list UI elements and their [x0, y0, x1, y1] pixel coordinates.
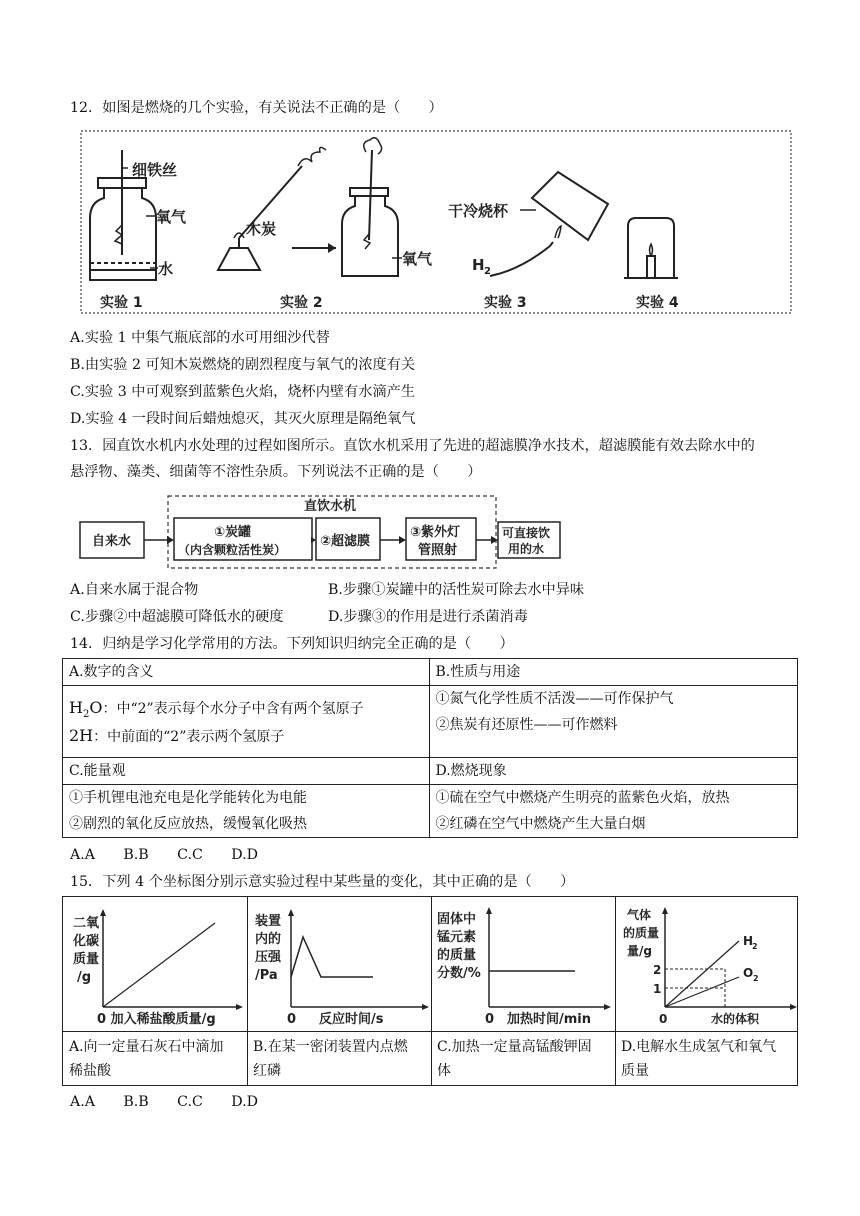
q13-option-b[interactable]: B.步骤①炭罐中的活性炭可除去水中异味	[328, 582, 585, 598]
svg-text:管照射: 管照射	[418, 543, 458, 558]
q15-caption-d: D.电解水生成氢气和氧气 质量	[621, 1039, 777, 1079]
svg-text:自来水: 自来水	[92, 534, 132, 549]
svg-text:H: H	[743, 934, 754, 948]
svg-text:①炭罐: ①炭罐	[214, 525, 252, 540]
svg-text:木炭: 木炭	[246, 220, 277, 238]
q12-figure	[80, 130, 792, 316]
q14-answer-choices[interactable]: A.A B.B C.C D.D	[70, 847, 258, 863]
experiment-3-beaker	[490, 172, 608, 276]
q13-stem-line2: 悬浮物、藻类、细菌等不溶性杂质。下列说法不正确的是（ ）	[70, 464, 482, 480]
svg-text:2: 2	[753, 974, 759, 983]
q15-caption-c: C.加热一定量高锰酸钾固 体	[437, 1039, 592, 1079]
q14-cell-b-head: B.性质与用途	[429, 659, 798, 686]
svg-text:可直接饮: 可直接饮	[502, 526, 551, 540]
svg-text:固体中: 固体中	[437, 912, 477, 927]
svg-text:用的水: 用的水	[508, 542, 545, 556]
svg-text:2: 2	[653, 963, 662, 977]
svg-text:的质量: 的质量	[437, 948, 477, 963]
svg-text:0: 0	[485, 1012, 495, 1027]
svg-text:0: 0	[287, 1012, 297, 1027]
q15-caption-b: B.在某一密闭装置内点燃 红磷	[253, 1039, 408, 1079]
q12-option-d[interactable]: D.实验 4 一段时间后蜡烛熄灭，其灭火原理是隔绝氧气	[70, 411, 416, 427]
2h-formula: 2H	[69, 726, 94, 745]
q14-cell-b-body: ①氮气化学性质不活泼——可作保护气 ②焦炭有还原性——可作燃料	[429, 686, 798, 758]
svg-text:的质量: 的质量	[623, 926, 660, 940]
svg-text:/g: /g	[77, 970, 92, 985]
caption-exp3: 实验 3	[484, 295, 527, 311]
q12-stem: 12．如图是燃烧的几个实验，有关说法不正确的是（ ）	[70, 100, 443, 116]
svg-text:质量: 质量	[73, 952, 100, 967]
experiment-4-candle	[624, 218, 678, 278]
q13-stem-line1: 13．园直饮水机内水处理的过程如图所示。直饮水机采用了先进的超滤膜净水技术，超滤膜能有效去除水中的	[70, 438, 755, 454]
graph-d	[615, 897, 799, 1031]
q14-stem: 14．归纳是学习化学常用的方法。下列知识归纳完全正确的是（ ）	[70, 636, 514, 652]
svg-text:内的: 内的	[255, 932, 282, 947]
svg-text:压强: 压强	[255, 950, 282, 965]
svg-text:②超滤膜: ②超滤膜	[320, 534, 371, 549]
graph-a	[63, 897, 247, 1031]
svg-text:/Pa: /Pa	[255, 968, 278, 983]
q15-answer-choices[interactable]: A.A B.B C.C D.D	[70, 1094, 258, 1110]
svg-text:细铁丝: 细铁丝	[132, 161, 178, 179]
svg-text:装置: 装置	[255, 914, 282, 929]
q13-option-c[interactable]: C.步骤②中超滤膜可降低水的硬度	[70, 609, 284, 625]
q13-flow-diagram	[78, 492, 563, 572]
q14-cell-d-head: D.燃烧现象	[429, 758, 798, 785]
caption-exp1: 实验 1	[100, 295, 143, 311]
svg-text:（内含颗粒活性炭）: （内含颗粒活性炭）	[178, 543, 287, 557]
svg-text:二氧: 二氧	[73, 916, 100, 931]
svg-text:0: 0	[659, 1012, 668, 1026]
q13-option-a[interactable]: A.自来水属于混合物	[70, 582, 199, 598]
caption-exp4: 实验 4	[636, 295, 679, 311]
caption-exp2: 实验 2	[280, 295, 323, 311]
svg-text:分数/%: 分数/%	[437, 966, 481, 981]
svg-text:H: H	[472, 256, 485, 274]
q14-cell-d-body: ①硫在空气中燃烧产生明亮的蓝紫色火焰，放热 ②红磷在空气中燃烧产生大量白烟	[429, 785, 798, 838]
svg-text:干冷烧杯: 干冷烧杯	[448, 202, 509, 220]
experiment-2-jar	[342, 138, 398, 276]
svg-text:O: O	[743, 966, 754, 980]
q15-stem: 15．下列 4 个坐标图分别示意实验过程中某些量的变化，其中正确的是（ ）	[70, 874, 575, 890]
q15-table	[62, 896, 798, 1086]
q13-option-d[interactable]: D.步骤③的作用是进行杀菌消毒	[328, 609, 528, 625]
svg-text:加热时间/min: 加热时间/min	[507, 1012, 592, 1027]
q14-cell-c-head: C.能量观	[63, 758, 430, 785]
q12-option-b[interactable]: B.由实验 2 可知木炭燃烧的剧烈程度与氧气的浓度有关	[70, 357, 416, 373]
svg-text:1: 1	[653, 982, 662, 996]
q14-cell-c-body: ①手机锂电池充电是化学能转化为电能 ②剧烈的氧化反应放热，缓慢氧化吸热	[63, 785, 430, 838]
experiment-2-lamp	[218, 147, 326, 270]
svg-text:③紫外灯: ③紫外灯	[410, 525, 461, 540]
svg-text:锰元素: 锰元素	[437, 930, 477, 945]
svg-text:反应时间/s: 反应时间/s	[319, 1012, 384, 1027]
svg-text:气体: 气体	[627, 908, 652, 922]
q14-cell-a-head: A.数字的含义	[63, 659, 430, 686]
svg-text:水的体积: 水的体积	[711, 1012, 760, 1026]
q14-table	[62, 658, 798, 838]
svg-text:水: 水	[158, 260, 174, 278]
q12-option-a[interactable]: A.实验 1 中集气瓶底部的水可用细沙代替	[70, 330, 330, 346]
svg-text:量/g: 量/g	[627, 944, 652, 958]
svg-text:0 加入稀盐酸质量/g: 0 加入稀盐酸质量/g	[97, 1012, 216, 1027]
svg-text:2: 2	[752, 942, 758, 951]
q12-option-c[interactable]: C.实验 3 中可观察到蓝紫色火焰，烧杯内壁有水滴产生	[70, 384, 416, 400]
svg-text:化碳: 化碳	[73, 934, 100, 949]
h2o-formula: $H_2O$	[69, 698, 103, 721]
svg-text:氧气: 氧气	[156, 208, 187, 226]
svg-text:2: 2	[484, 266, 491, 277]
q14-cell-a-body: $H_2O$：中“2”表示每个水分子中含有两个氢原子 2H：中前面的“2”表示两个氢原子	[63, 686, 430, 758]
svg-text:直饮水机: 直饮水机	[304, 499, 357, 514]
q15-caption-a: A.向一定量石灰石中滴加 稀盐酸	[69, 1039, 224, 1079]
graph-b	[247, 897, 431, 1031]
svg-text:氧气: 氧气	[402, 250, 433, 268]
graph-c	[431, 897, 615, 1031]
